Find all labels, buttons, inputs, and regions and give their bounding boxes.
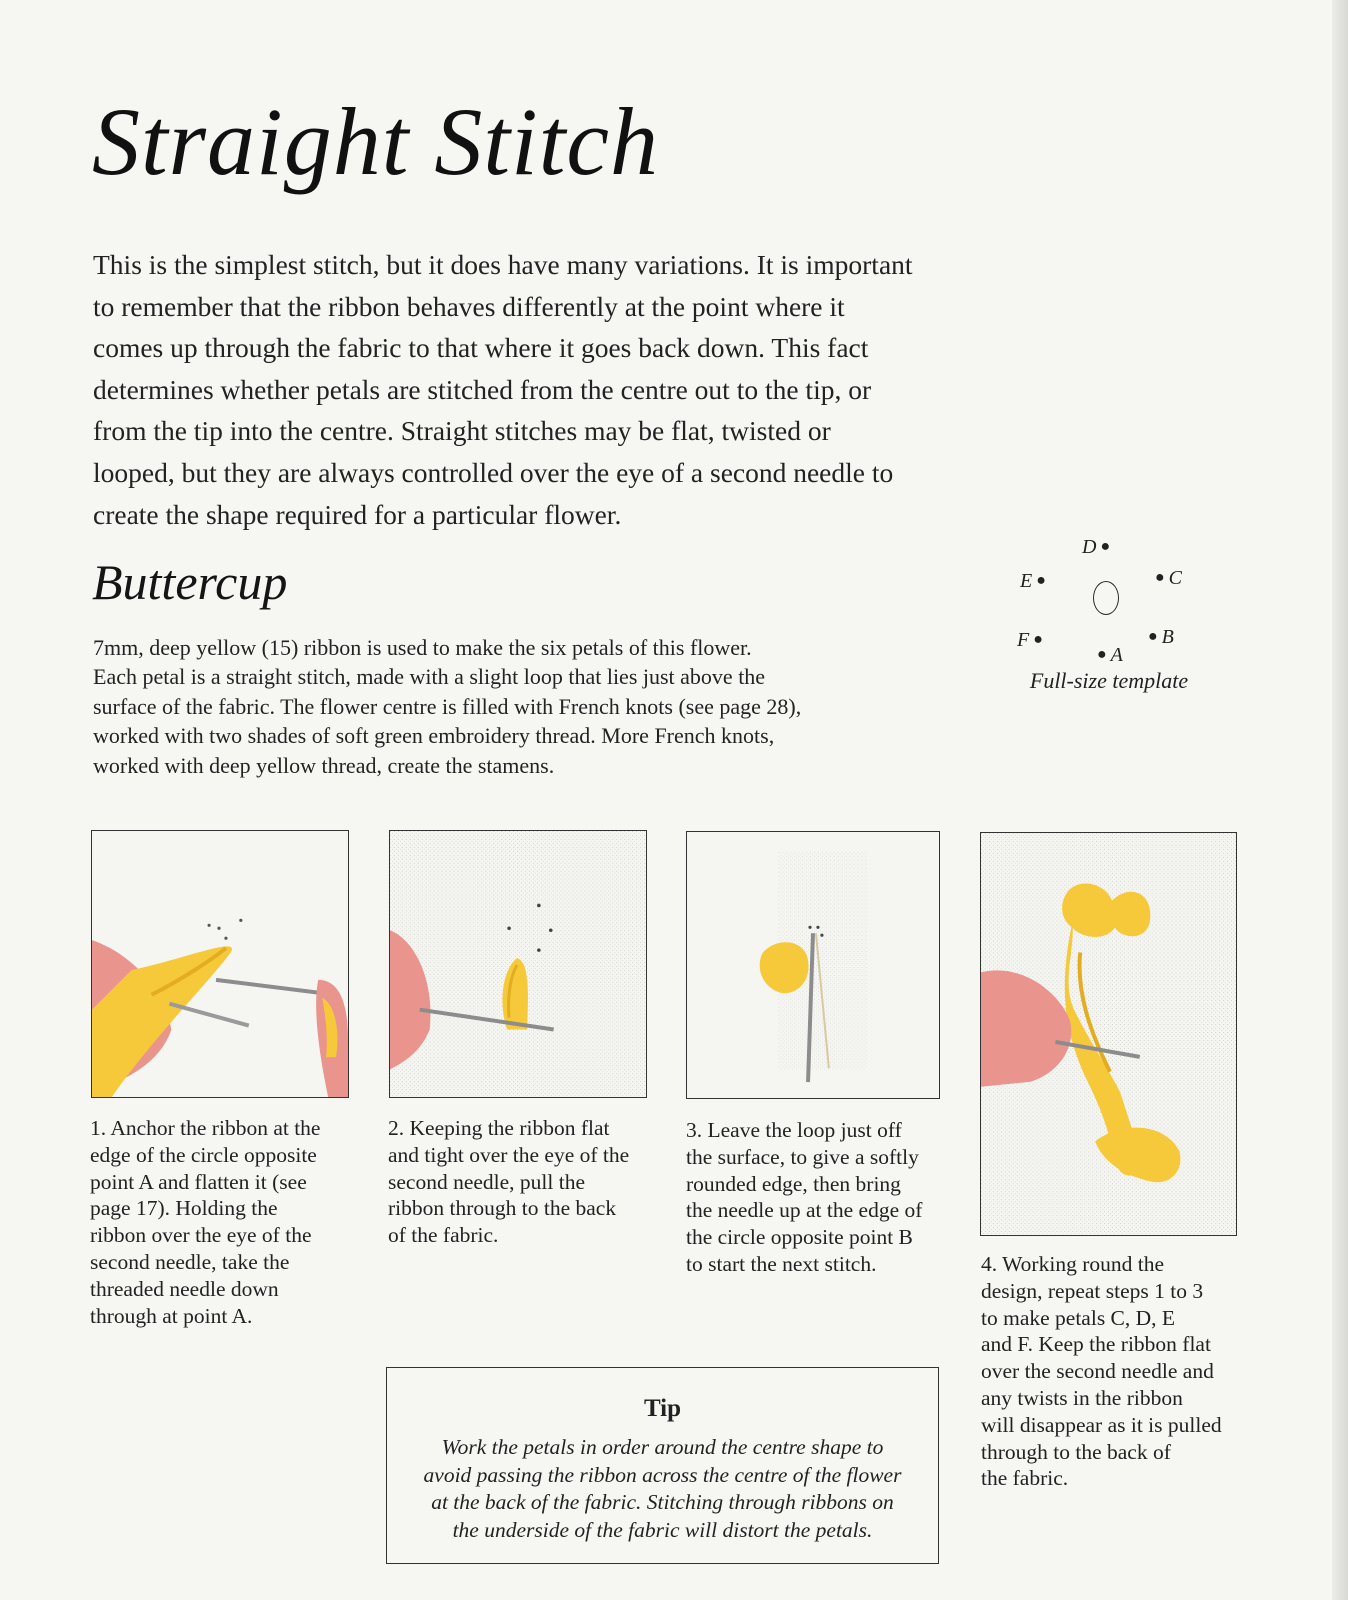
description-line: 7mm, deep yellow (15) ribbon is used to make the six petals of this flower. (93, 635, 752, 660)
description-line: worked with deep yellow thread, create the stamens. (93, 752, 555, 778)
tip-box (386, 1367, 939, 1564)
tip-text (387, 1434, 938, 1544)
template-point-d (1082, 537, 1114, 559)
caption-line: through to the back of (981, 1439, 1171, 1464)
caption-line: to start the next stitch. (686, 1251, 877, 1276)
point-label-f: F (1017, 629, 1030, 651)
description-line: Each petal is a straight stitch, made with a slight loop that lies just above the (93, 664, 766, 690)
step-1-photo (91, 830, 349, 1098)
point-label-e: E (1020, 570, 1033, 592)
template-point-a (1093, 645, 1123, 667)
point-dot: ● (1036, 572, 1046, 589)
page-edge (1332, 0, 1348, 1600)
tip-line: the underside of the fabric will distort the petals. (452, 1517, 873, 1542)
step-1-caption (90, 1115, 320, 1329)
caption-line: through at point A. (90, 1303, 253, 1328)
tip-title: Tip (643, 1395, 682, 1422)
caption-line: the circle opposite point B (686, 1225, 913, 1250)
caption-line: threaded needle down (90, 1276, 279, 1301)
caption-line: ribbon over the eye of the (90, 1223, 312, 1248)
step-3-caption (686, 1117, 922, 1278)
step-2-caption (388, 1115, 629, 1249)
caption-line: and F. Keep the ribbon flat (981, 1332, 1211, 1357)
intro-line: to remember that the ribbon behaves differently at the point where it (93, 290, 845, 322)
caption-line: rounded edge, then bring (686, 1171, 901, 1196)
caption-line: second needle, pull the (388, 1169, 586, 1194)
description-line: surface of the fabric. The flower centre is filled with French knots (see page 28), (93, 693, 802, 719)
caption-line: 1. Anchor the ribbon at the (90, 1116, 321, 1140)
caption-line: the fabric. (981, 1466, 1069, 1491)
tip-line: Work the petals in order around the centre shape to (441, 1435, 884, 1459)
template-centre-circle (1093, 581, 1119, 615)
template-point-e (1020, 571, 1050, 593)
point-dot: ● (1100, 538, 1111, 555)
caption-line: to make petals C, D, E (981, 1305, 1176, 1330)
intro-paragraph (93, 244, 973, 535)
caption-line: any twists in the ribbon (981, 1385, 1183, 1410)
template-point-f (1017, 630, 1047, 652)
step-4-caption (981, 1251, 1222, 1492)
intro-line: from the tip into the centre. Straight stitches may be flat, twisted or (93, 415, 831, 447)
tip-line: avoid passing the ribbon across the centre of the flower (423, 1462, 902, 1487)
template-point-c (1151, 568, 1182, 590)
caption-line: design, repeat steps 1 to 3 (981, 1278, 1204, 1303)
caption-line: and tight over the eye of the (388, 1142, 630, 1167)
caption-line: ribbon through to the back (388, 1196, 617, 1221)
caption-line: second needle, take the (90, 1249, 290, 1274)
caption-line: page 17). Holding the (90, 1196, 278, 1221)
caption-line: the needle up at the edge of (686, 1198, 923, 1223)
point-label-c: C (1168, 567, 1183, 589)
section-heading-buttercup: Buttercup (92, 554, 288, 610)
page-title: Straight Stitch (92, 88, 659, 195)
point-dot: ● (1148, 628, 1158, 645)
point-label-a: A (1110, 644, 1123, 666)
section-description (93, 633, 943, 780)
step-3-photo (686, 831, 940, 1099)
caption-line: 2. Keeping the ribbon flat (388, 1116, 610, 1140)
caption-line: edge of the circle opposite (90, 1142, 317, 1167)
caption-line: of the fabric. (388, 1223, 499, 1248)
caption-line: 3. Leave the loop just off (686, 1118, 902, 1142)
point-dot: ● (1033, 631, 1043, 648)
intro-line: create the shape required for a particular flower. (93, 498, 622, 530)
tip-line: at the back of the fabric. Stitching through ribbons on (431, 1490, 894, 1514)
caption-line: over the second needle and (981, 1359, 1214, 1384)
intro-line: comes up through the fabric to that where it goes back down. This fact (93, 332, 869, 364)
caption-line: the surface, to give a softly (686, 1144, 919, 1169)
caption-line: point A and flatten it (see (90, 1169, 307, 1194)
step-4-photo (980, 832, 1237, 1236)
caption-line: will disappear as it is pulled (981, 1412, 1222, 1437)
description-line: worked with two shades of soft green embroidery thread. More French knots, (93, 723, 775, 749)
step-2-photo (389, 830, 647, 1098)
intro-line: looped, but they are always controlled over the eye of a second needle to (93, 456, 894, 488)
point-label-d: D (1082, 536, 1097, 558)
full-size-template (1017, 530, 1220, 710)
point-label-b: B (1161, 626, 1174, 648)
intro-line: This is the simplest stitch, but it does have many variations. It is important (93, 249, 913, 280)
caption-line: 4. Working round the (981, 1252, 1164, 1276)
point-dot: ● (1097, 646, 1107, 663)
point-dot: ● (1155, 569, 1165, 586)
template-point-b (1144, 627, 1174, 649)
template-caption: Full-size template (1029, 668, 1189, 693)
intro-line: determines whether petals are stitched from the centre out to the tip, or (93, 373, 872, 405)
